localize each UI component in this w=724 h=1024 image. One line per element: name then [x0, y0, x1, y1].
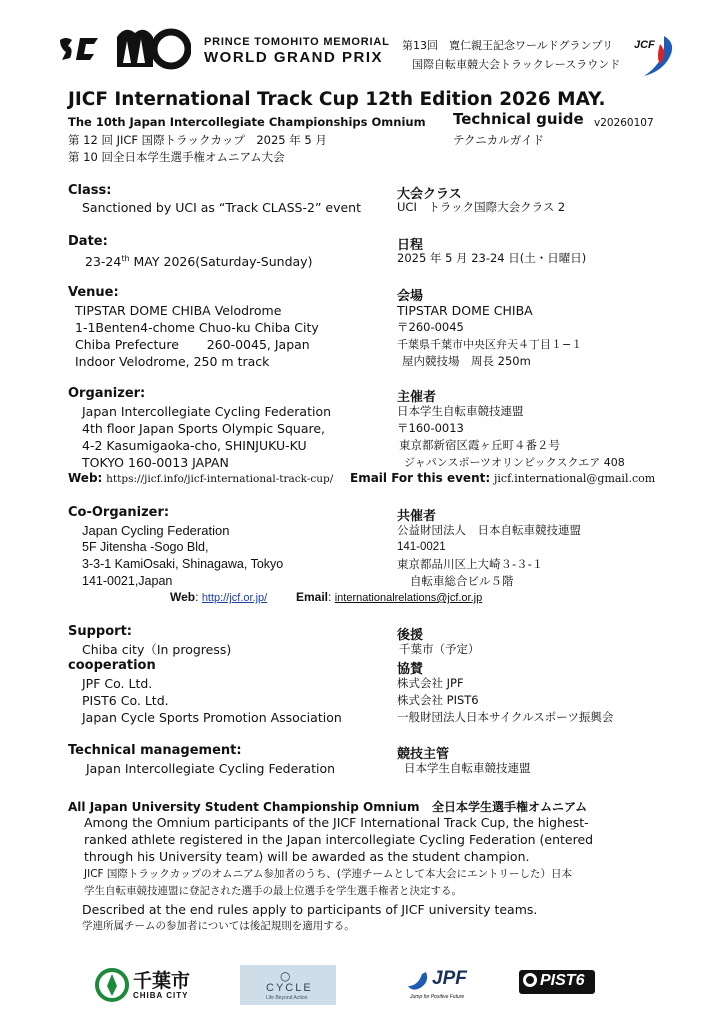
- organizer-jp-line: 東京都新宿区霞ヶ丘町４番２号: [399, 438, 560, 452]
- cycle-logo-text: CYCLE: [266, 982, 313, 994]
- technical-jp-label: 競技主管: [397, 747, 450, 762]
- chiba-logo-jp: 千葉市: [133, 970, 191, 992]
- championship-en-line: through his University team) will be awarded as the student champion.: [84, 849, 530, 864]
- date-jp-value: 2025 年 5 月 23-24 日(土・日曜日): [397, 251, 587, 265]
- title-jp1: 第 12 回 JICF 国際トラックカップ 2025 年 5 月: [68, 133, 327, 147]
- technical-value: Japan Intercollegiate Cycling Federation: [86, 761, 336, 776]
- co-organizer-web-label: Web: [170, 590, 196, 604]
- cooperation-line: JPF Co. Ltd.: [82, 676, 153, 691]
- venue-line: TIPSTAR DOME CHIBA Velodrome: [75, 303, 282, 318]
- organizer-web-row: [68, 471, 333, 485]
- championship-en-line: ranked athlete registered in the Japan intercollegiate Cycling Federation (entered: [84, 832, 594, 847]
- title-jp2: 第 10 回全日本学生選手権オムニアム大会: [68, 150, 285, 164]
- world-grand-prix-emblem: [113, 23, 191, 77]
- championship-title-en: All Japan University Student Championship Omnium: [68, 800, 420, 814]
- header-jp-line2: 国際自転車競大会トラックレースラウンド: [412, 58, 621, 71]
- organizer-line: 4th floor Japan Sports Olympic Square,: [82, 421, 326, 436]
- class-jp-value: UCI トラック国際大会クラス 2: [397, 200, 566, 214]
- co-organizer-email-link[interactable]: internationalrelations@jcf.or.jp: [334, 592, 483, 604]
- co-organizer-jp-line: 公益財団法人 日本自転車競技連盟: [397, 523, 581, 537]
- date-value-days: 23-24: [85, 254, 122, 270]
- jpf-logo: [406, 966, 476, 1006]
- venue-jp-line: 〒260-0045: [397, 320, 464, 334]
- class-jp-label: 大会クラス: [397, 187, 462, 202]
- chiba-emblem-icon: [95, 968, 129, 1002]
- support-value: Chiba city（In progress): [82, 642, 232, 657]
- subtitle: The 10th Japan Intercollegiate Championships Omnium: [68, 115, 426, 129]
- organizer-web-link[interactable]: https://jicf.info/jicf-international-track-cup/: [106, 473, 334, 485]
- organizer-jp-line: 日本学生自転車競技連盟: [397, 404, 524, 418]
- organizer-jp-line: 〒160-0013: [397, 421, 464, 435]
- support-label: Support:: [68, 624, 132, 639]
- championship-jp-line: 学生自転車競技連盟に登記された選手の最上位選手を学生選手権者と決定する。: [84, 885, 462, 897]
- date-jp-label: 日程: [397, 238, 424, 253]
- organizer-label: Organizer:: [68, 386, 146, 401]
- co-organizer-jp-line: 141-0021: [397, 541, 446, 553]
- date-value-month: MAY 2026(Saturday-Sunday): [129, 254, 313, 270]
- jpf-logo-text: JPF: [432, 968, 467, 989]
- co-organizer-line: Japan Cycling Federation: [82, 523, 230, 538]
- co-organizer-line: 3-3-1 KamiOsaki, Shinagawa, Tokyo: [82, 557, 284, 571]
- co-organizer-jp-line: 自転車総合ビル５階: [410, 574, 514, 588]
- pist6-logo-text: PIST6: [540, 972, 585, 989]
- cooperation-jp-label: 協賛: [397, 662, 424, 677]
- support-jp-value: 千葉市（予定）: [399, 642, 480, 656]
- cooperation-jp-line: 一般財団法人日本サイクルスポーツ振興会: [397, 710, 614, 724]
- cooperation-jp-line: 株式会社 PIST6: [397, 693, 479, 707]
- venue-jp-label: 会場: [397, 289, 424, 304]
- co-organizer-email-row: Email: internationalrelations@jcf.or.jp: [296, 590, 483, 604]
- co-organizer-web-row: Web: http://jcf.or.jp/: [170, 590, 268, 604]
- organizer-jp-line: ジャパンスポーツオリンピックスクエア 408: [404, 456, 625, 469]
- pist6-logo: [519, 970, 595, 994]
- organizer-email-link[interactable]: jicf.international@gmail.com: [493, 472, 656, 485]
- organizer-line: TOKYO 160-0013 JAPAN: [82, 455, 229, 470]
- cycle-logo: [240, 965, 336, 1005]
- co-organizer-web-link[interactable]: http://jcf.or.jp/: [201, 592, 268, 604]
- brand-line1: PRINCE TOMOHITO MEMORIAL: [204, 36, 390, 48]
- technical-jp-value: 日本学生自転車競技連盟: [404, 761, 531, 775]
- page-title: JICF International Track Cup 12th Edition 2026 MAY.: [68, 89, 606, 110]
- co-organizer-line: 141-0021,Japan: [82, 574, 173, 588]
- venue-label: Venue:: [68, 285, 119, 300]
- class-label: Class:: [68, 183, 112, 198]
- venue-line: Chiba Prefecture 260-0045, Japan: [75, 337, 310, 352]
- organizer-line: Japan Intercollegiate Cycling Federation: [82, 404, 332, 419]
- jpf-logo-tag: Jump for Positive Future: [410, 994, 465, 1000]
- date-label: Date:: [68, 234, 108, 249]
- technical-label: Technical management:: [68, 743, 242, 758]
- header-jp-line1: 第13回 寛仁親王記念ワールドグランプリ: [402, 39, 614, 52]
- jcf-logo-text: JCF: [634, 39, 655, 51]
- chiba-logo-en: CHIBA CITY: [133, 991, 189, 1000]
- championship-en-line: Among the Omnium participants of the JICF International Track Cup, the highest-: [84, 815, 589, 830]
- technical-guide-label: Technical guide: [453, 110, 584, 128]
- organizer-jp-label: 主催者: [397, 390, 437, 405]
- cooperation-line: Japan Cycle Sports Promotion Association: [82, 710, 342, 725]
- date-value: [85, 250, 312, 270]
- cycle-logo-small: Life Beyond Action: [266, 995, 308, 1001]
- venue-jp-line: 屋内競技場 周長 250m: [402, 354, 531, 368]
- cooperation-line: PIST6 Co. Ltd.: [82, 693, 169, 708]
- organizer-email-label: Email For this event:: [350, 471, 491, 485]
- championship-title-jp: 全日本学生選手権オムニアム: [432, 800, 588, 814]
- championship-rule-en: Described at the end rules apply to participants of JICF university teams.: [82, 902, 538, 917]
- venue-jp-line: 千葉県千葉市中央区弁天４丁目１−１: [397, 338, 583, 351]
- championship-rule-jp: 学連所属チームの参加者については後記規則を適用する。: [82, 920, 355, 932]
- organizer-line: 4-2 Kasumigaoka-cho, SHINJUKU-KU: [82, 438, 307, 453]
- venue-jp-line: TIPSTAR DOME CHIBA: [397, 303, 533, 318]
- organizer-web-label: Web:: [68, 471, 103, 485]
- version-label: v20260107: [594, 117, 654, 129]
- cooperation-label: cooperation: [68, 658, 156, 673]
- brand-line2: WORLD GRAND PRIX: [204, 49, 383, 66]
- championship-title: [68, 798, 587, 815]
- co-organizer-email-label: Email: [296, 590, 329, 604]
- jpf-swoosh-icon: [408, 970, 430, 992]
- sc-logo: [58, 34, 102, 66]
- championship-jp-line: JICF 国際トラックカップのオムニアム参加者のうち、(学連チームとして本大会にエントリーした）日本: [84, 868, 572, 880]
- co-organizer-jp-label: 共催者: [397, 509, 437, 524]
- pist6-circle-icon: [523, 973, 537, 987]
- organizer-email-row: [350, 471, 655, 485]
- venue-line: Indoor Velodrome, 250 m track: [75, 354, 270, 369]
- cycle-figure-icon: ○: [280, 969, 291, 983]
- title-jp1-right: テクニカルガイド: [453, 133, 544, 147]
- cooperation-jp-line: 株式会社 JPF: [397, 676, 464, 690]
- venue-line: 1-1Benten4-chome Chuo-ku Chiba City: [75, 320, 319, 335]
- chiba-city-logo: [95, 966, 191, 1006]
- jcf-logo: [634, 30, 678, 84]
- class-value: Sanctioned by UCI as “Track CLASS-2” event: [82, 200, 361, 215]
- support-jp-label: 後援: [397, 628, 424, 643]
- date-value-sup: th: [121, 254, 130, 263]
- co-organizer-jp-line: 東京都品川区上大崎３-３-１: [397, 557, 544, 571]
- co-organizer-line: 5F Jitensha -Sogo Bld,: [82, 540, 209, 554]
- co-organizer-label: Co-Organizer:: [68, 505, 170, 520]
